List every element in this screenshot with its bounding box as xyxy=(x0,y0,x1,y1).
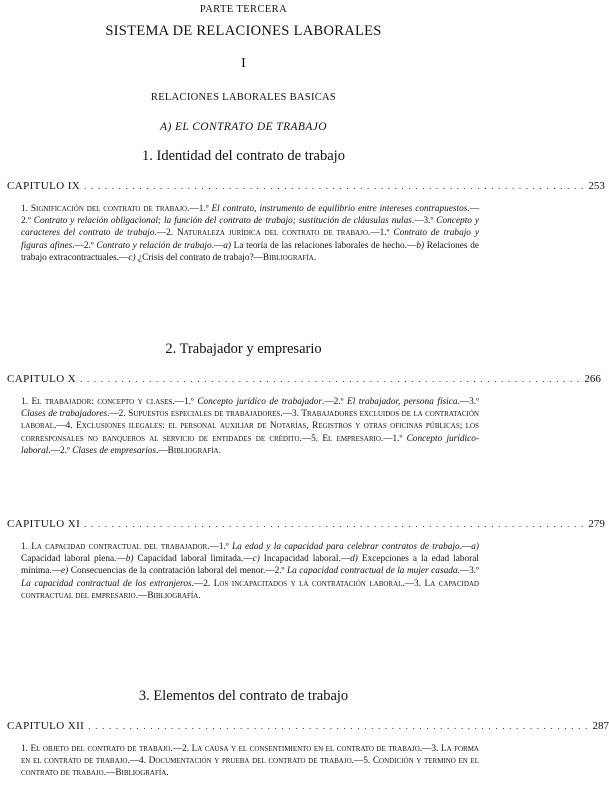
leader-dots: . . . . . . . . . . . . . . . . . . . . . . . . . . . . . . . . . . . . . . . . . . . . . . . . . . . . . . . . . . . . . . . . . . . . . . . . . xyxy=(84,519,585,529)
summary-text: Concepto y caracteres del contrato de trabajo xyxy=(21,216,479,239)
summary-text: .—3.º xyxy=(457,397,479,407)
summary-text: El trabajador, persona física xyxy=(347,397,458,407)
summary-text: Naturaleza jurídica del contrato de trabajo xyxy=(177,228,369,239)
summary-text: .—2. xyxy=(191,578,214,589)
summary-text: El contrato, instrumento de equilibrio entre intereses contrapuestos xyxy=(211,204,468,214)
summary-text: .—2. xyxy=(154,228,178,239)
summary-text: .— xyxy=(459,542,472,552)
section-heading-3: 3. Elementos del contrato de trabajo xyxy=(138,688,349,704)
page-number: 253 xyxy=(588,180,605,192)
chapter-name: CAPITULO XII xyxy=(7,720,85,732)
chapter-name: CAPITULO XI xyxy=(7,518,81,530)
summary-text: Excepciones a la edad laboral mínima.— xyxy=(21,554,479,577)
summary-text: c) xyxy=(252,554,260,565)
summary-text: Contrato y relación de trabajo xyxy=(96,240,212,251)
leader-dots: . . . . . . . . . . . . . . . . . . . . . . . . . . . . . . . . . . . . . . . . . . . . . . . . . . . . . . . . . . . . . . . . . . . . . . . . . xyxy=(80,374,581,384)
summary-text: . xyxy=(198,590,201,601)
chapter-name: CAPITULO X xyxy=(7,373,77,385)
chapter-name: CAPITULO IX xyxy=(7,180,81,192)
summary-text: Clases de trabajadores xyxy=(21,409,108,420)
summary-text: .— xyxy=(211,240,224,251)
summary-text: e) xyxy=(61,566,69,577)
summary-text: Concepto jurídico de trabajador xyxy=(197,397,323,407)
summary-text: Trabajadores excluidos de la contratación laboral xyxy=(21,409,479,432)
summary-text: .—3.º xyxy=(411,216,437,227)
summary-text: .—2. xyxy=(170,744,192,754)
summary-text: . xyxy=(313,252,317,263)
summary-text: Condición y termino en el contrato de trabajo xyxy=(21,756,479,779)
chapter-entry-x[interactable] xyxy=(7,373,601,385)
summary-text: Bibliografía xyxy=(147,590,199,601)
summary-text: d) xyxy=(350,554,358,565)
summary-text: La edad y la capacidad para celebrar contratos de trabajo xyxy=(231,542,460,552)
summary-text: La capacidad contractual del empresario xyxy=(21,578,479,601)
summary-text: La forma en el contrato de trabajo xyxy=(21,744,479,767)
summary-text: Clases de empresarios xyxy=(72,445,157,456)
summary-text: b) xyxy=(125,554,134,565)
summary-text: .—2.º xyxy=(48,445,73,456)
summary-text: Capacidad laboral plena.— xyxy=(21,554,126,565)
subsection-title: A) EL CONTRATO DE TRABAJO xyxy=(160,121,327,133)
summary-text: Supuestos especiales de trabajadores xyxy=(128,409,281,420)
summary-text: La causa y el consentimiento en el contrato de trabajo xyxy=(191,744,420,754)
summary-text: . xyxy=(218,445,221,456)
summary-text: Bibliografía xyxy=(262,252,314,263)
summary-text: .—1.º xyxy=(368,228,394,239)
page-number: 266 xyxy=(584,373,601,385)
system-title: SISTEMA DE RELACIONES LABORALES xyxy=(105,23,382,39)
summary-text: La capacidad contractual de los extranjeros xyxy=(21,578,192,589)
summary-text: .— xyxy=(135,590,148,601)
summary-text: Contrato y relación obligacional; la función del contrato de trabajo; sustitución de cláusulas nulas xyxy=(33,216,412,227)
summary-text: .— xyxy=(103,768,116,779)
summary-text: .—3. xyxy=(419,744,441,754)
summary-text: .—2.º xyxy=(21,204,479,227)
summary-text: Incapacidad laboral.— xyxy=(259,554,351,565)
summary-text: .—2. xyxy=(107,409,129,420)
summary-text: 1. La capacidad contractual del trabajador xyxy=(21,542,208,552)
summary-text: El empresario xyxy=(322,433,381,444)
summary-text: 1. Significación del contrato de trabajo.—1.º xyxy=(21,204,212,214)
summary-text: .—4. xyxy=(127,756,149,767)
summary-text: a) xyxy=(471,542,479,552)
chapter-entry-ix[interactable] xyxy=(7,180,605,192)
summary-text: La teoría de las relaciones laborales de hecho.— xyxy=(230,240,417,251)
summary-text: ¿Crisis del contrato de trabajo?— xyxy=(135,252,263,263)
section-heading-1: 1. Identidad del contrato de trabajo xyxy=(142,148,345,164)
summary-text: .—5. xyxy=(299,433,323,444)
section-heading-2: 2. Trabajador y empresario xyxy=(165,341,322,357)
summary-text: Bibliografía xyxy=(167,445,219,456)
page-number: 287 xyxy=(592,720,609,732)
summary-text: Documentación y prueba del contrato de trabajo xyxy=(148,756,352,767)
page-number: 279 xyxy=(588,518,605,530)
summary-text: Exclusiones ilegales: el personal auxiliar de Notarías, Registros y otras oficinas públicas; los corresponsales no banqueros al servicio de entidades de crédito xyxy=(21,421,479,444)
summary-text: Los incapacitados y la contratación laboral xyxy=(213,578,403,589)
summary-text: Bibliografía xyxy=(115,768,167,779)
subpart-title: RELACIONES LABORALES BASICAS xyxy=(150,92,337,103)
summary-text: Concepto jurídico-laboral xyxy=(21,433,479,456)
summary-text: c) xyxy=(128,252,136,263)
summary-text: .—3. xyxy=(280,409,302,420)
summary-text: .—1.º xyxy=(380,433,407,444)
summary-text: .—2.º xyxy=(322,397,348,407)
summary-text: .—3.º xyxy=(457,566,479,577)
chapter-entry-xi[interactable] xyxy=(7,518,605,530)
summary-text: Capacidad laboral limitada.— xyxy=(133,554,253,565)
chapter-summary xyxy=(21,541,479,602)
summary-text: a) xyxy=(223,240,231,251)
part-title: PARTE TERCERA xyxy=(199,4,288,15)
summary-text: Contrato de trabajo y figuras afines xyxy=(21,228,479,251)
summary-text: . xyxy=(166,768,169,779)
summary-text: .—1.º xyxy=(207,542,232,552)
leader-dots: . . . . . . . . . . . . . . . . . . . . . . . . . . . . . . . . . . . . . . . . . . . . . . . . . . . . . . . . . . . . . . . . . . . . . . . . . xyxy=(88,721,589,731)
summary-text: La capacidad contractual de la mujer casada xyxy=(286,566,458,577)
summary-text: .—3. xyxy=(402,578,425,589)
roman-numeral: I xyxy=(241,56,246,71)
summary-text: 1. El objeto del contrato de trabajo xyxy=(21,744,171,754)
chapter-summary xyxy=(21,743,479,780)
chapter-summary xyxy=(21,396,479,457)
summary-text: .— xyxy=(156,445,168,456)
chapter-entry-xii[interactable] xyxy=(7,720,609,732)
summary-text: Relaciones de trabajo extracontractuales.— xyxy=(21,240,479,263)
summary-text: 1. El trabajador: concepto y clases xyxy=(21,397,173,407)
summary-text: Consecuencias de la contratación laboral del menor.—2.º xyxy=(68,566,287,577)
leader-dots: . . . . . . . . . . . . . . . . . . . . . . . . . . . . . . . . . . . . . . . . . . . . . . . . . . . . . . . . . . . . . . . . . . . . . . . . . xyxy=(84,181,585,191)
summary-text: .—4. xyxy=(54,421,77,432)
summary-text: b) xyxy=(416,240,425,251)
summary-text: .—5. xyxy=(351,756,373,767)
summary-text: .—2.º xyxy=(72,240,97,251)
summary-text: .—1.º xyxy=(172,397,198,407)
chapter-summary xyxy=(21,203,479,264)
